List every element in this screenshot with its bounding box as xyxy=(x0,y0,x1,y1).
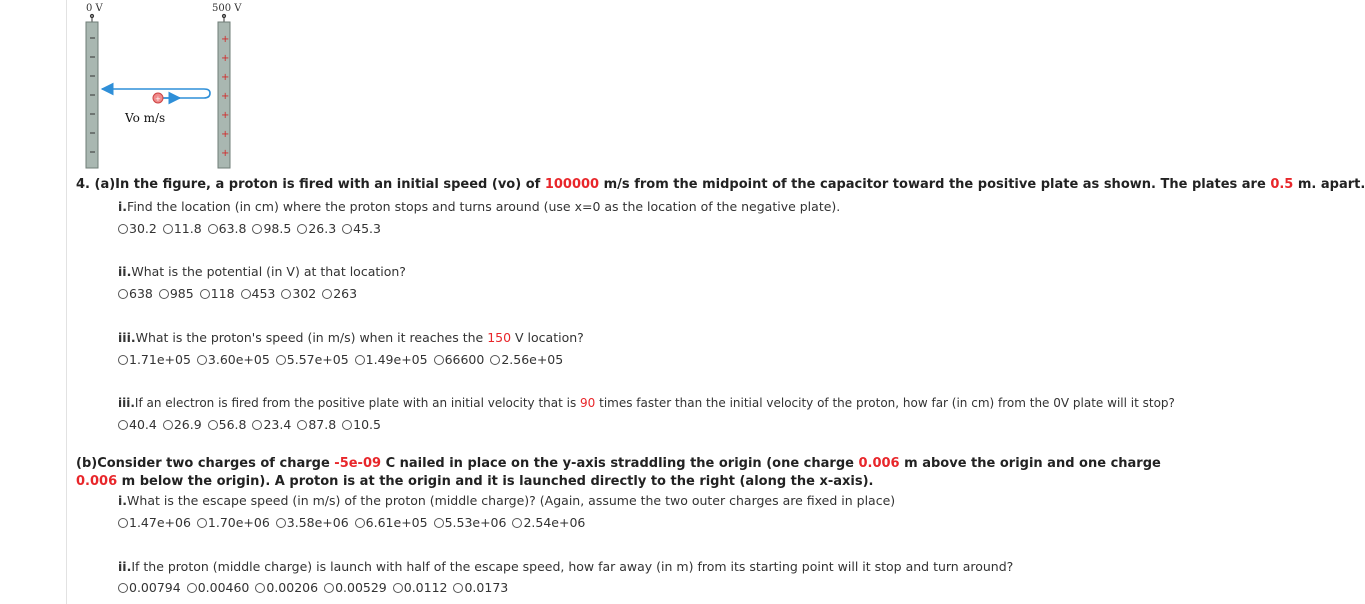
svg-text:+: + xyxy=(221,53,230,64)
option-label: 1.70e+06 xyxy=(207,515,270,530)
question-text: Find the location (in cm) where the proton stops and turns around (use x=0 as the location of the negative plate). xyxy=(127,199,841,214)
option[interactable] xyxy=(324,580,387,595)
question-text: What is the potential (in V) at that location? xyxy=(131,264,406,279)
part-b-suffix: m below the origin). A proton is at the origin and it is launched directly to the right (along the x-axis). xyxy=(117,474,874,489)
distance-below-value: 0.006 xyxy=(76,474,118,489)
option[interactable] xyxy=(159,286,194,301)
option[interactable] xyxy=(453,580,508,595)
part-a-prefix: (a)In the figure, a proton is fired with an initial speed (vo) of xyxy=(94,177,545,192)
multiplier-highlight: 90 xyxy=(580,396,596,410)
option[interactable] xyxy=(490,352,563,367)
charge-value: -5e-09 xyxy=(334,456,382,471)
svg-text:+: + xyxy=(221,34,230,45)
question-a-ii xyxy=(118,264,406,279)
option-label: 40.4 xyxy=(129,417,157,432)
radio-icon[interactable] xyxy=(118,583,128,593)
option[interactable] xyxy=(342,417,381,432)
question-text: What is the proton's speed (in m/s) when it reaches the xyxy=(135,330,488,345)
left-plate-voltage-label: 0 V xyxy=(86,3,103,14)
option[interactable] xyxy=(197,352,270,367)
radio-icon[interactable] xyxy=(453,583,463,593)
svg-text:+: + xyxy=(221,91,230,102)
option[interactable] xyxy=(200,286,235,301)
radio-icon[interactable] xyxy=(197,355,207,365)
left-gutter xyxy=(0,0,67,604)
radio-icon[interactable] xyxy=(159,289,169,299)
option[interactable] xyxy=(252,221,291,236)
option[interactable] xyxy=(512,515,585,530)
option[interactable] xyxy=(434,352,485,367)
radio-icon[interactable] xyxy=(118,355,128,365)
radio-icon[interactable] xyxy=(297,420,307,430)
radio-icon[interactable] xyxy=(241,289,251,299)
option-label: 985 xyxy=(169,286,194,301)
option-label: 2.56e+05 xyxy=(501,352,564,367)
option[interactable] xyxy=(118,221,157,236)
radio-icon[interactable] xyxy=(434,518,444,528)
radio-icon[interactable] xyxy=(276,355,286,365)
option-label: 26.9 xyxy=(173,417,202,432)
options-a-iv xyxy=(118,417,383,433)
question-b-ii xyxy=(118,559,1013,574)
question-marker: iii. xyxy=(118,330,136,345)
radio-icon[interactable] xyxy=(163,224,173,234)
question-content xyxy=(66,0,1365,604)
question-a-iii xyxy=(118,330,584,345)
radio-icon[interactable] xyxy=(490,355,500,365)
radio-icon[interactable] xyxy=(187,583,197,593)
radio-icon[interactable] xyxy=(252,224,262,234)
option[interactable] xyxy=(118,515,191,530)
question-text: If the proton (middle charge) is launch with half of the escape speed, how far away (in m) from its starting point will it stop and turn around? xyxy=(131,559,1014,574)
option-label: 1.47e+06 xyxy=(129,515,191,530)
option-label: 5.57e+05 xyxy=(286,352,349,367)
option[interactable] xyxy=(187,580,250,595)
question-4b-statement xyxy=(76,455,1198,491)
option-label: 6.61e+05 xyxy=(365,515,428,530)
radio-icon[interactable] xyxy=(252,420,262,430)
options-b-ii xyxy=(118,580,510,596)
option-label: 0.0112 xyxy=(403,580,448,595)
question-marker: iii. xyxy=(118,396,135,410)
initial-speed-value: 100000 xyxy=(544,177,600,192)
option-label: 66600 xyxy=(444,352,485,367)
option[interactable] xyxy=(276,515,349,530)
option-label: 0.0173 xyxy=(464,580,509,595)
option-label: 3.60e+05 xyxy=(207,352,270,367)
options-b-i xyxy=(118,515,587,531)
option[interactable] xyxy=(322,286,357,301)
option-label: 453 xyxy=(251,286,276,301)
radio-icon[interactable] xyxy=(393,583,403,593)
radio-icon[interactable] xyxy=(197,518,207,528)
option-label: 0.00794 xyxy=(129,580,181,595)
radio-icon[interactable] xyxy=(255,583,265,593)
svg-text:+: + xyxy=(221,72,230,83)
part-b-prefix: (b)Consider two charges of charge xyxy=(76,456,335,471)
capacitor-figure xyxy=(82,0,252,172)
radio-icon[interactable] xyxy=(324,583,334,593)
option[interactable] xyxy=(342,221,381,236)
option-label: 0.00460 xyxy=(197,580,250,595)
option-label: 2.54e+06 xyxy=(523,515,586,530)
options-a-i xyxy=(118,221,383,237)
option-label: 10.5 xyxy=(353,417,381,432)
radio-icon[interactable] xyxy=(118,420,128,430)
svg-text:+: + xyxy=(221,110,230,121)
option-label: 26.3 xyxy=(308,221,337,236)
radio-icon[interactable] xyxy=(118,224,128,234)
radio-icon[interactable] xyxy=(355,355,365,365)
radio-icon[interactable] xyxy=(434,355,444,365)
part-a-suffix: m. apart. xyxy=(1293,177,1365,192)
radio-icon[interactable] xyxy=(342,420,352,430)
radio-icon[interactable] xyxy=(118,289,128,299)
radio-icon[interactable] xyxy=(208,420,218,430)
right-plate-voltage-label: 500 V xyxy=(212,3,242,14)
radio-icon[interactable] xyxy=(163,420,173,430)
option-label: 638 xyxy=(129,286,153,301)
option[interactable] xyxy=(208,221,247,236)
radio-icon[interactable] xyxy=(276,518,286,528)
part-b-mid2: m above the origin and one charge xyxy=(899,456,1161,471)
option[interactable] xyxy=(276,352,349,367)
options-a-iii xyxy=(118,352,565,368)
option[interactable] xyxy=(255,580,318,595)
voltage-highlight: 150 xyxy=(487,330,512,345)
option-label: 30.2 xyxy=(129,221,157,236)
radio-icon[interactable] xyxy=(281,289,291,299)
option[interactable] xyxy=(197,515,270,530)
option[interactable] xyxy=(163,417,202,432)
option-label: 3.58e+06 xyxy=(286,515,349,530)
question-marker: i. xyxy=(118,199,128,214)
radio-icon[interactable] xyxy=(118,518,128,528)
option-label: 63.8 xyxy=(218,221,247,236)
svg-text:+: + xyxy=(221,129,230,140)
option[interactable] xyxy=(434,515,507,530)
question-text: What is the escape speed (in m/s) of the proton (middle charge)? (Again, assume the two outer charges are fixed in place) xyxy=(127,493,896,508)
option-label: 23.4 xyxy=(263,417,292,432)
radio-icon[interactable] xyxy=(355,518,365,528)
question-text: If an electron is fired from the positive plate with an initial velocity that is xyxy=(134,396,581,410)
question-number: 4. xyxy=(76,177,90,192)
option-label: 118 xyxy=(210,286,235,301)
radio-icon[interactable] xyxy=(342,224,352,234)
option[interactable] xyxy=(118,417,157,432)
question-text-end: times faster than the initial velocity of the proton, how far (in cm) from the 0V plate will it stop? xyxy=(595,396,1175,410)
question-marker: ii. xyxy=(118,264,132,279)
question-a-iv xyxy=(118,396,1175,410)
option[interactable] xyxy=(297,417,336,432)
option[interactable] xyxy=(241,286,276,301)
question-marker: ii. xyxy=(118,559,132,574)
question-4a-statement xyxy=(76,177,1365,192)
option-label: 98.5 xyxy=(263,221,292,236)
option[interactable] xyxy=(208,417,247,432)
question-marker: i. xyxy=(118,493,128,508)
part-b-mid1: C nailed in place on the y-axis straddling the origin (one charge xyxy=(381,456,859,471)
distance-above-value: 0.006 xyxy=(858,456,900,471)
option[interactable] xyxy=(297,221,336,236)
option-label: 87.8 xyxy=(308,417,337,432)
option[interactable] xyxy=(281,286,316,301)
option[interactable] xyxy=(118,286,153,301)
option-label: 11.8 xyxy=(173,221,202,236)
option[interactable] xyxy=(118,580,181,595)
option-label: 0.00529 xyxy=(335,580,387,595)
option[interactable] xyxy=(393,580,448,595)
radio-icon[interactable] xyxy=(200,289,210,299)
option-label: 0.00206 xyxy=(266,580,319,595)
question-text-end: V location? xyxy=(511,330,584,345)
radio-icon[interactable] xyxy=(208,224,218,234)
option-label: 1.49e+05 xyxy=(365,352,428,367)
initial-velocity-label: Vo m/s xyxy=(125,111,166,125)
option[interactable] xyxy=(252,417,291,432)
option-label: 263 xyxy=(333,286,358,301)
capacitor-diagram xyxy=(82,0,252,172)
part-a-mid: m/s from the midpoint of the capacitor toward the positive plate as shown. The plates are xyxy=(599,177,1271,192)
question-b-i xyxy=(118,493,895,508)
option[interactable] xyxy=(118,352,191,367)
options-a-ii xyxy=(118,286,359,302)
radio-icon[interactable] xyxy=(322,289,332,299)
option[interactable] xyxy=(163,221,202,236)
radio-icon[interactable] xyxy=(297,224,307,234)
svg-text:+: + xyxy=(155,95,161,103)
option-label: 1.71e+05 xyxy=(129,352,191,367)
plate-separation-value: 0.5 xyxy=(1270,177,1294,192)
option-label: 302 xyxy=(292,286,317,301)
svg-text:+: + xyxy=(221,148,230,159)
option[interactable] xyxy=(355,515,428,530)
option-label: 5.53e+06 xyxy=(444,515,507,530)
radio-icon[interactable] xyxy=(512,518,522,528)
option-label: 56.8 xyxy=(218,417,247,432)
option[interactable] xyxy=(355,352,428,367)
option-label: 45.3 xyxy=(353,221,381,236)
question-a-i xyxy=(118,199,840,214)
